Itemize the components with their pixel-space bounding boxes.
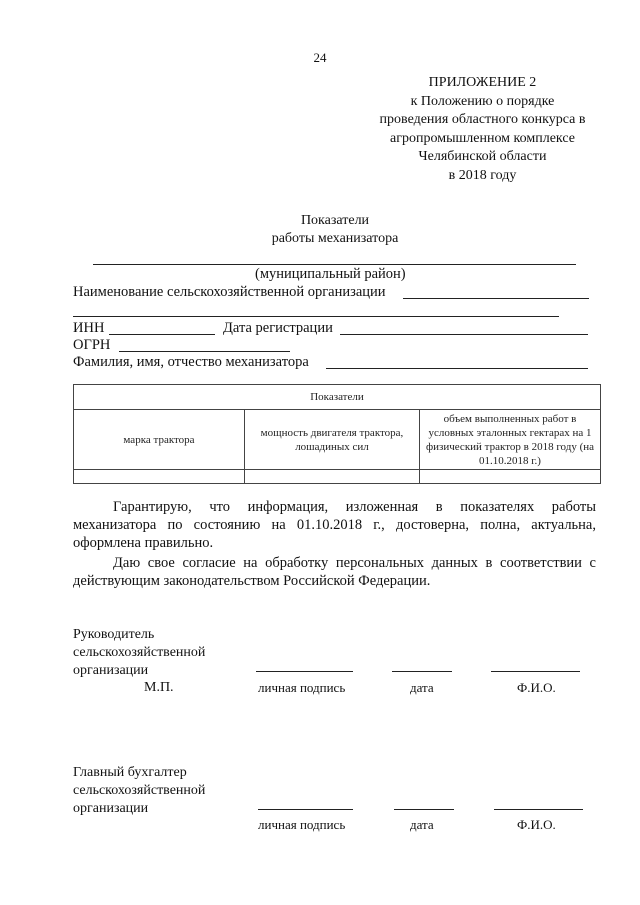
ogrn-field[interactable]	[119, 351, 290, 352]
date-caption: дата	[410, 817, 434, 832]
head-date-field[interactable]	[392, 671, 452, 672]
reg-date-field[interactable]	[340, 334, 588, 335]
name-caption: Ф.И.О.	[517, 680, 556, 695]
appendix-line: к Положению о порядке	[410, 93, 555, 109]
column-engine-power: мощность двигателя трактора, лошадиных сил	[245, 410, 420, 470]
accountant-signature-field[interactable]	[258, 809, 353, 810]
doc-subtitle: работы механизатора	[271, 231, 399, 246]
org-field-continued[interactable]	[73, 316, 559, 317]
appendix-line: проведения областного конкурса в	[379, 112, 586, 127]
district-field[interactable]	[93, 264, 576, 265]
fio-field[interactable]	[326, 368, 588, 369]
signature-caption: личная подпись	[258, 817, 346, 832]
head-name-field[interactable]	[491, 671, 580, 672]
head-title-line3: организации	[73, 663, 149, 678]
column-work-volume: объем выполненных работ в условных эталонных гектарах на 1 физический трактор в 2018 году (на 01.10.2018 г.)	[420, 410, 601, 470]
head-title: Руководитель	[73, 627, 155, 642]
table-cell-power[interactable]	[245, 470, 420, 484]
indicators-table	[73, 384, 601, 484]
doc-title: Показатели	[300, 213, 370, 228]
column-tractor-brand: марка трактора	[74, 410, 245, 470]
accountant-date-field[interactable]	[394, 809, 454, 810]
date-caption: дата	[410, 680, 434, 695]
inn-label: ИНН	[73, 320, 105, 336]
head-title-line2: сельскохозяйственной	[73, 645, 206, 660]
table-header: Показатели	[74, 385, 601, 410]
accountant-title-line3: организации	[73, 801, 149, 816]
table-cell-volume[interactable]	[420, 470, 601, 484]
stamp-label: М.П.	[144, 680, 174, 695]
accountant-title: Главный бухгалтер	[73, 765, 187, 780]
fio-label: Фамилия, имя, отчество механизатора	[73, 354, 309, 370]
appendix-line: Челябинской области	[418, 149, 547, 164]
reg-date-label: Дата регистрации	[223, 320, 333, 336]
accountant-name-field[interactable]	[494, 809, 583, 810]
appendix-line: в 2018 году	[448, 167, 517, 183]
name-caption: Ф.И.О.	[517, 817, 556, 832]
page-number: 24	[313, 50, 327, 65]
district-caption: (муниципальный район)	[255, 266, 406, 282]
head-signature-field[interactable]	[256, 671, 353, 672]
appendix-block	[360, 74, 605, 185]
inn-field[interactable]	[109, 334, 215, 335]
appendix-title: ПРИЛОЖЕНИЕ 2	[428, 75, 537, 90]
ogrn-label: ОГРН	[73, 337, 111, 353]
consent-paragraph: Даю свое согласие на обработку персональных данных в соответствии с действующим законодательством Российской Федерации.	[73, 555, 596, 589]
table-cell-brand[interactable]	[74, 470, 245, 484]
guarantee-paragraph: Гарантирую, что информация, изложенная в показателях работы механизатора по состоянию на 01.10.2018 г., достоверна, полна, актуальна, оформлена правильно.	[73, 499, 596, 551]
org-field[interactable]	[403, 298, 589, 299]
accountant-title-line2: сельскохозяйственной	[73, 783, 206, 798]
signature-caption: личная подпись	[258, 680, 346, 695]
appendix-line: агропромышленном комплексе	[390, 130, 575, 146]
org-label: Наименование сельскохозяйственной организации	[73, 284, 386, 300]
